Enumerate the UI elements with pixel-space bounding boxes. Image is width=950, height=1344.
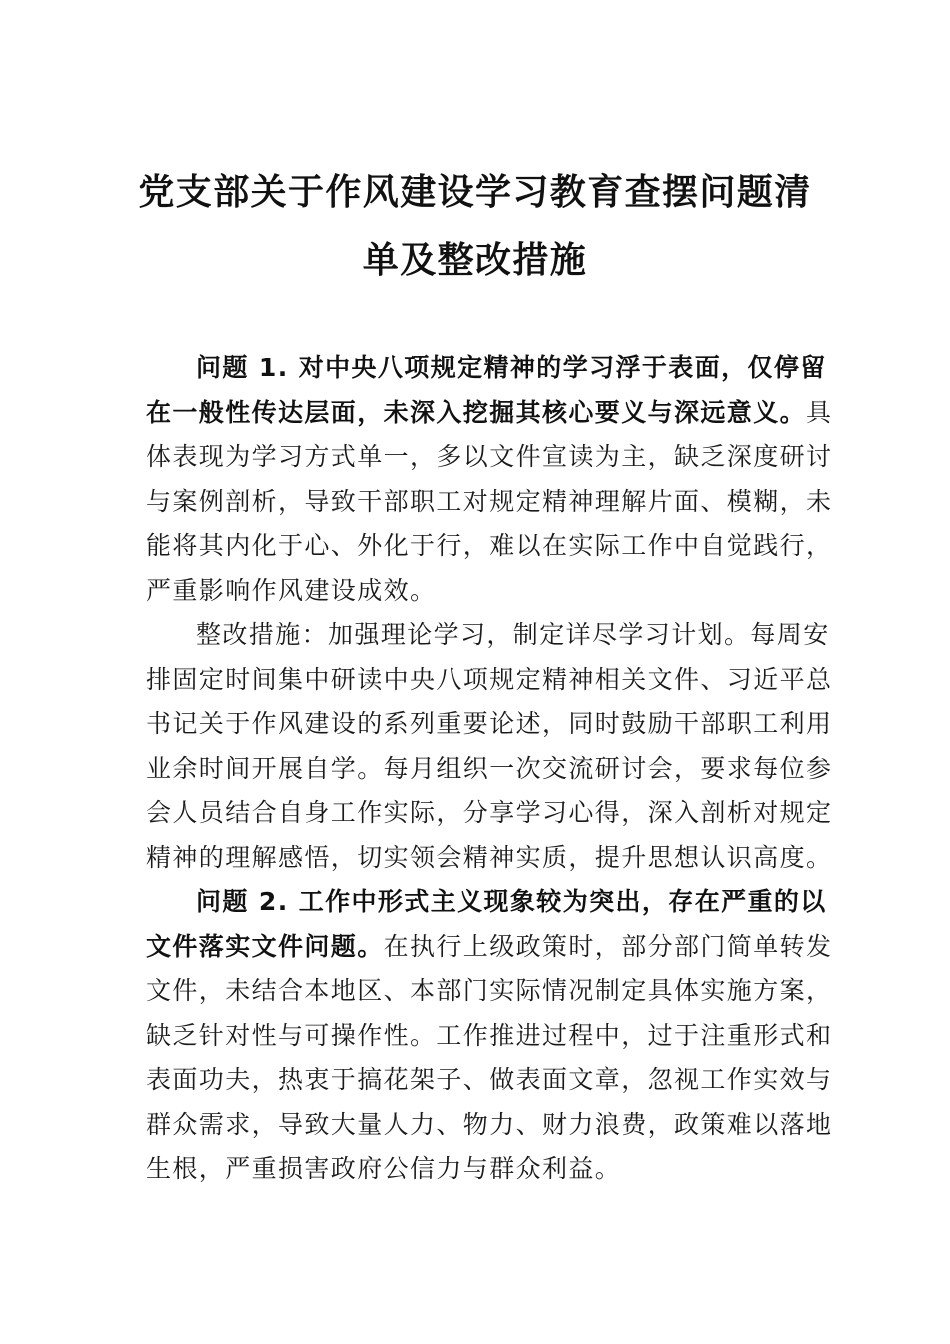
document-title [0,158,950,294]
body-text: 书记关于作风建设的系列重要论述，同时鼓励干部职工利用 [146,709,833,738]
paragraph-line [146,480,833,525]
body-text: 文件，未结合本地区、本部门实际情况制定具体实施方案， [146,976,833,1005]
problem-heading: 问题 1. 对中央八项规定精神的学习浮于表面，仅停留 [196,353,827,382]
body-text: 会人员结合自身工作实际，分享学习心得，深入剖析对规定 [146,798,833,827]
paragraph-line [146,791,833,836]
paragraph-line [146,1014,833,1059]
paragraph-line [146,391,833,436]
body-text: 整改措施：加强理论学习，制定详尽学习计划。每周安 [196,620,830,649]
paragraph-line [146,613,830,658]
paragraph-line [146,346,827,391]
paragraph-line [146,836,833,881]
body-text: 群众需求，导致大量人力、物力、财力浪费，政策难以落地 [146,1109,833,1139]
problem-heading: 问题 2. 工作中形式主义现象较为突出，存在严重的以 [196,887,827,916]
problem-2-paragraph [146,880,833,1192]
body-text: 表面功夫，热衷于搞花架子、做表面文章，忽视工作实效与 [146,1065,833,1094]
paragraph-line [146,925,833,970]
body-text: 业余时间开展自学。每月组织一次交流研讨会，要求每位参 [146,753,833,783]
paragraph-line [146,1147,806,1192]
body-text: 精神的理解感悟，切实领会精神实质，提升思想认识高度。 [146,842,833,872]
body-text: 在执行上级政策时，部分部门简单转发 [383,931,833,961]
paragraph-line [146,435,833,480]
problem-heading: 在一般性传达层面，未深入挖掘其核心要义与深远意义。 [146,397,807,427]
body-text: 具 [806,397,833,427]
problem-heading: 文件落实文件问题。 [146,931,384,961]
paragraph-line [146,1058,833,1103]
body-text: 与案例剖析，导致干部职工对规定精神理解片面、模糊，未 [146,486,833,516]
paragraph-line [146,969,833,1014]
body-text: 能将其内化于心、外化于行，难以在实际工作中自觉践行， [146,531,833,560]
document-body [146,346,833,1192]
title-line-2: 单及整改措施 [362,239,588,281]
measure-1-paragraph [146,613,833,880]
paragraph-line [146,1103,833,1148]
body-text: 生根，严重损害政府公信力与群众利益。 [146,1154,622,1183]
body-text: 体表现为学习方式单一，多以文件宣读为主，缺乏深度研讨 [146,442,833,471]
title-line-1: 党支部关于作风建设学习教育查摆问题清 [138,171,812,213]
body-text: 缺乏针对性与可操作性。工作推进过程中，过于注重形式和 [146,1020,833,1050]
paragraph-line [146,702,833,747]
paragraph-line [146,880,827,925]
body-text: 排固定时间集中研读中央八项规定精神相关文件、习近平总 [146,664,833,694]
paragraph-line [146,569,806,614]
problem-1-paragraph [146,346,833,613]
paragraph-line [146,524,833,569]
body-text: 严重影响作风建设成效。 [146,575,437,605]
paragraph-line [146,747,833,792]
paragraph-line [146,658,833,703]
